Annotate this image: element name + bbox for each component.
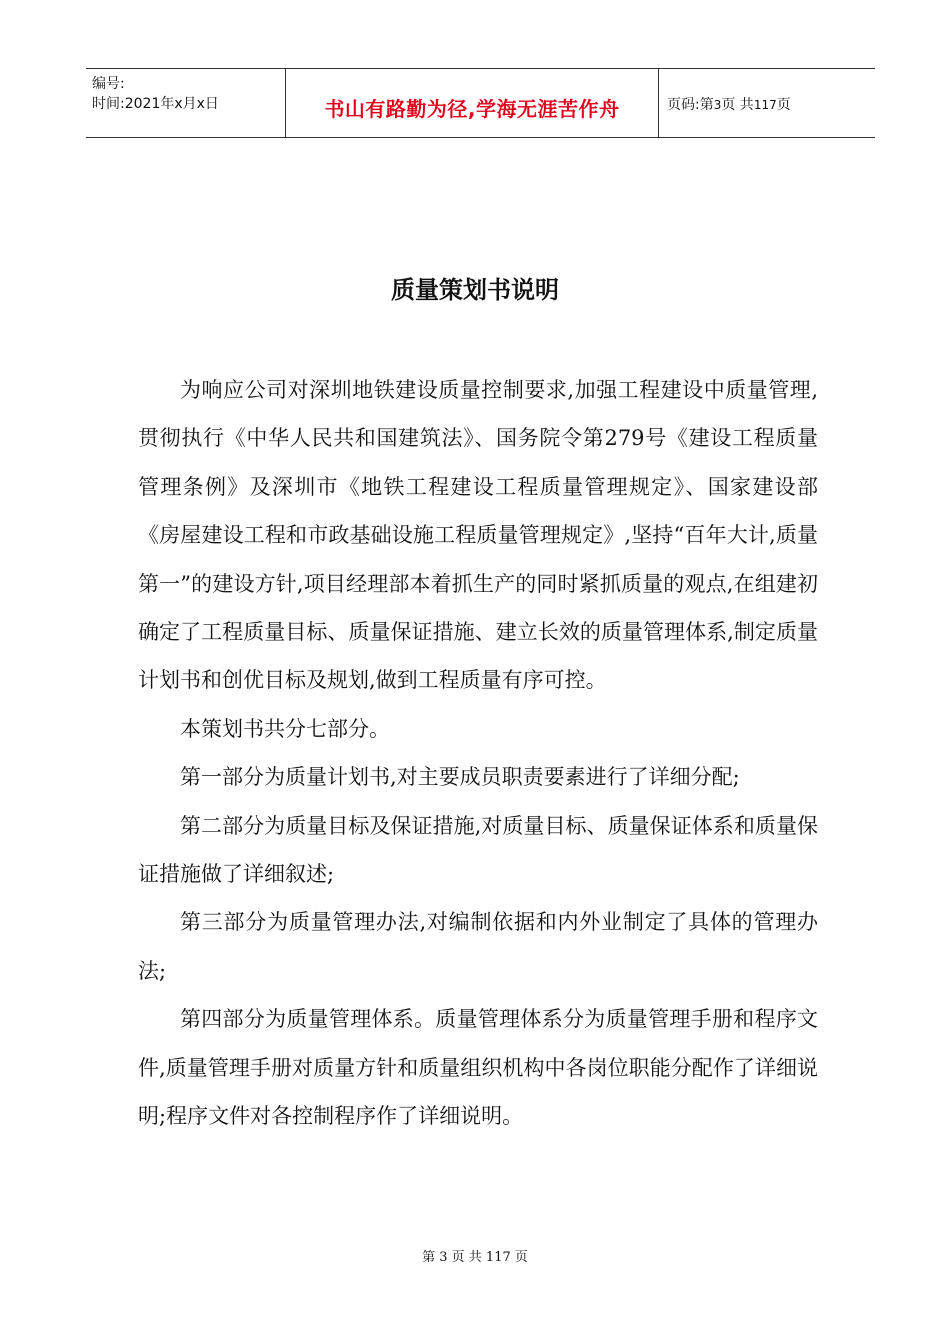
header-page-cell [659, 69, 875, 137]
page-total: 117 [753, 98, 777, 112]
page-prefix: 页码:第 [667, 97, 714, 113]
paragraph-overview: 本策划书共分七部分。 [180, 716, 390, 741]
page-footer: 第 3 页 共 117 页 [422, 1250, 528, 1265]
paragraph-part-four: 第四部分为质量管理体系。质量管理体系分为质量管理手册和程序文件,质量管理手册对质量方针和质量组织机构中各岗位职能分配作了详细说明;程序文件对各控制程序作了详细说明。 [138, 1007, 818, 1129]
document-body [138, 366, 818, 1141]
page-number: 3 [713, 98, 722, 112]
paragraph-part-three: 第三部分为质量管理办法,对编制依据和内外业制定了具体的管理办法; [138, 910, 818, 983]
page-suffix: 页 [776, 97, 791, 113]
paragraph-intro: 为响应公司对深圳地铁建设质量控制要求,加强工程建设中质量管理,贯彻执行《中华人民共和国建筑法》、国务院令第279号《建设工程质量管理条例》及深圳市《地铁工程建设工程质量管理规定》、国家建设部《房屋建设工程和市政基础设施工程质量管理规定》,坚持“百年大计,质量第一”的建设方针,项目经理部本着抓生产的同时紧抓质量的观点,在组建初确定了工程质量目标、质量保证措施、建立长效的质量管理体系,制定质量计划书和创优目标及规划,做到工程质量有序可控。 [138, 378, 818, 693]
page-mid: 页 共 [721, 97, 754, 113]
document-date [92, 93, 219, 113]
page-indicator [667, 94, 791, 114]
header-meta-cell [86, 69, 286, 137]
page-header [86, 68, 875, 138]
header-motto-cell [286, 69, 659, 137]
date-value: 2021年x月x日 [124, 96, 219, 112]
date-label: 时间: [92, 96, 125, 112]
document-title: 质量策划书说明 [391, 276, 559, 304]
document-number-label: 编号: [92, 76, 125, 92]
paragraph-part-one: 第一部分为质量计划书,对主要成员职责要素进行了详细分配; [180, 765, 740, 790]
motto-text: 书山有路勤为径,学海无涯苦作舟 [324, 97, 620, 121]
paragraph-part-two: 第二部分为质量目标及保证措施,对质量目标、质量保证体系和质量保证措施做了详细叙述; [138, 813, 818, 887]
